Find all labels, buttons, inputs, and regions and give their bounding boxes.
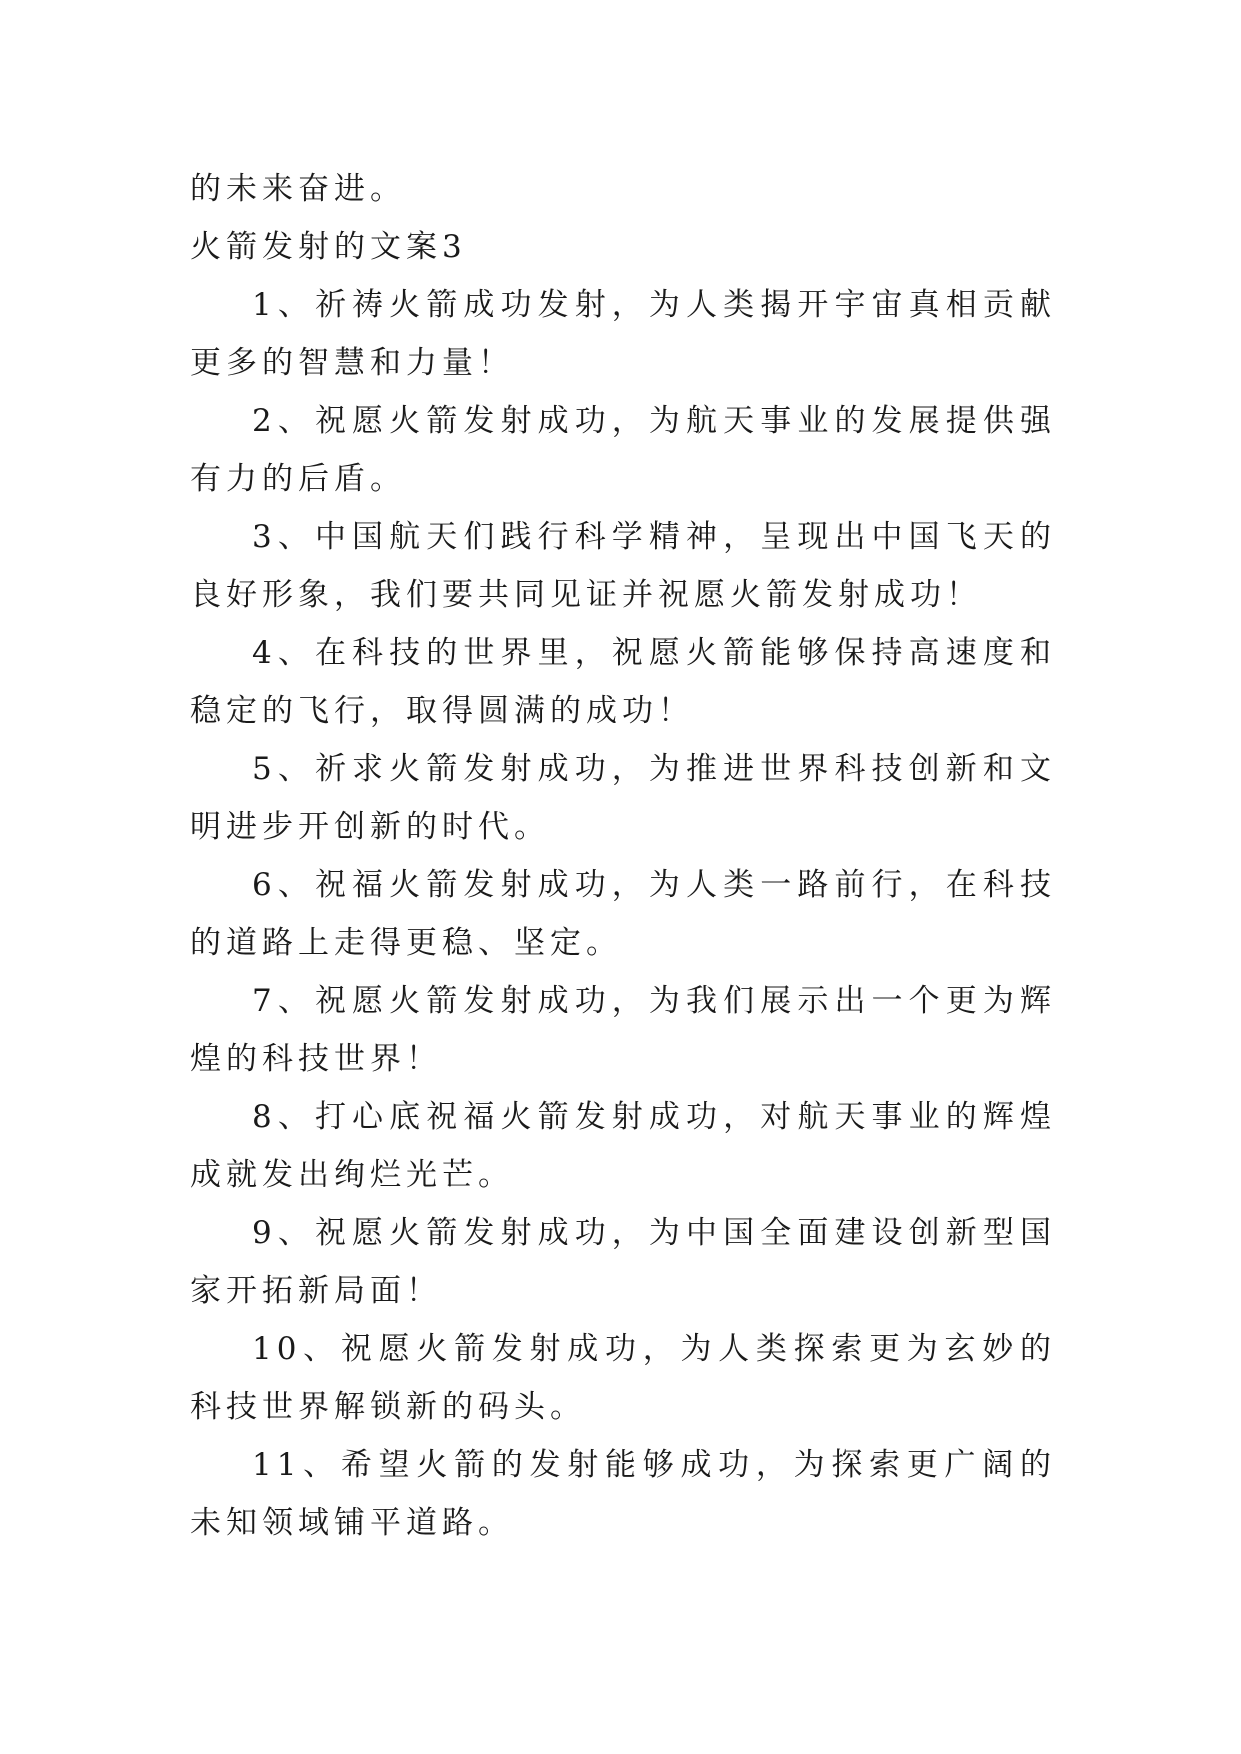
document-body (190, 160, 1056, 1552)
section-heading: 火箭发射的文案3 (190, 229, 467, 265)
list-item: 8、打心底祝福火箭发射成功，对航天事业的辉煌成就发出绚烂光芒。 (190, 1099, 1056, 1193)
list-item: 7、祝愿火箭发射成功，为我们展示出一个更为辉煌的科技世界！ (190, 983, 1056, 1077)
list-item: 10、祝愿火箭发射成功，为人类探索更为玄妙的科技世界解锁新的码头。 (190, 1331, 1056, 1425)
list-item: 9、祝愿火箭发射成功，为中国全面建设创新型国家开拓新局面！ (190, 1215, 1056, 1309)
list-item: 1、祈祷火箭成功发射，为人类揭开宇宙真相贡献更多的智慧和力量！ (190, 287, 1056, 381)
list-item: 6、祝福火箭发射成功，为人类一路前行，在科技的道路上走得更稳、坚定。 (190, 867, 1056, 961)
continuation-text: 的未来奋进。 (190, 171, 406, 207)
list-item: 5、祈求火箭发射成功，为推进世界科技创新和文明进步开创新的时代。 (190, 751, 1056, 845)
list-item: 2、祝愿火箭发射成功，为航天事业的发展提供强有力的后盾。 (190, 403, 1056, 497)
list-item: 4、在科技的世界里，祝愿火箭能够保持高速度和稳定的飞行，取得圆满的成功！ (190, 635, 1056, 729)
list-item: 3、中国航天们践行科学精神，呈现出中国飞天的良好形象，我们要共同见证并祝愿火箭发射成功！ (190, 519, 1056, 613)
list-item: 11、希望火箭的发射能够成功，为探索更广阔的未知领域铺平道路。 (190, 1447, 1056, 1541)
